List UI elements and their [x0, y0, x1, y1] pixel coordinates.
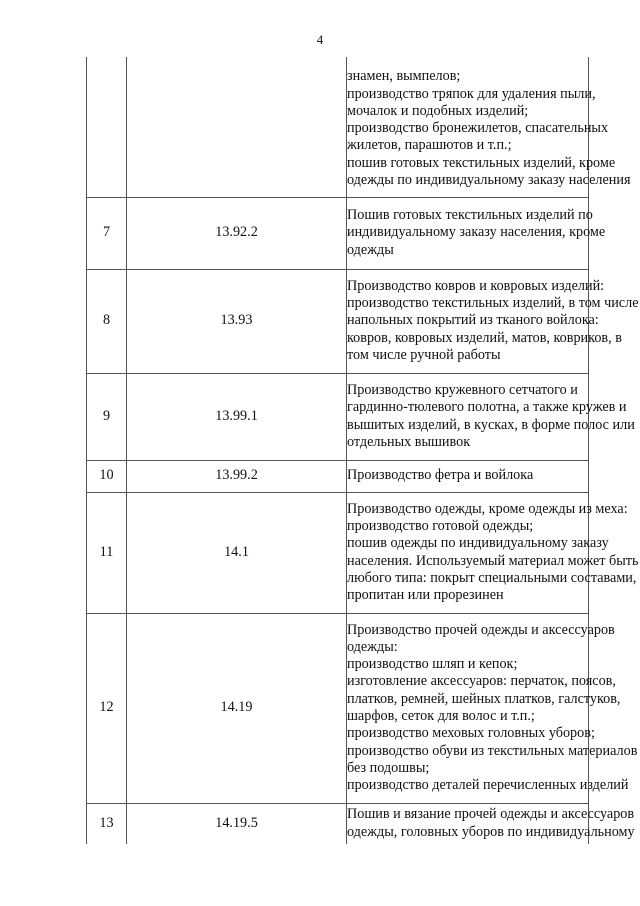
- table-row: [87, 57, 589, 197]
- description-line: производство меховых головных уборов;: [347, 725, 595, 742]
- description-line: производство тряпок для удаления пыли,: [347, 85, 596, 102]
- description-line: индивидуальному заказу населения, кроме: [347, 224, 606, 241]
- row-number: 12: [87, 613, 127, 803]
- row-number: 9: [87, 373, 127, 460]
- page-number: 4: [316, 32, 324, 47]
- row-number: [87, 57, 127, 197]
- description-line: производство деталей перечисленных изделий: [347, 777, 629, 794]
- description-line: мочалок и подобных изделий;: [347, 102, 529, 119]
- description-line: жилетов, парашютов и т.п.;: [347, 137, 512, 154]
- description-line: шарфов, сеток для волос и т.п.;: [347, 708, 535, 724]
- description-line: производство обуви из текстильных материалов: [347, 742, 638, 759]
- okved-code: 14.19: [127, 613, 347, 803]
- description-line: Производство прочей одежды и аксессуаров: [347, 621, 615, 638]
- activity-description: [347, 373, 635, 460]
- description-line: пропитан или прорезинен: [347, 587, 504, 604]
- description-line: без подошвы;: [347, 759, 430, 776]
- activity-description: [347, 460, 589, 492]
- activity-description: [347, 492, 639, 613]
- okved-code: 13.99.1: [127, 373, 347, 460]
- description-line: Производство ковров и ковровых изделий:: [347, 277, 605, 294]
- okved-code: [127, 57, 347, 197]
- activity-description: [347, 803, 635, 844]
- table-row: [87, 613, 589, 803]
- description-line: пошив одежды по индивидуальному заказу: [347, 535, 609, 552]
- description-line: отдельных вышивок: [347, 433, 471, 450]
- row-number: 13: [87, 803, 127, 844]
- row-number: 10: [87, 460, 127, 492]
- description-line: производство текстильных изделий, в том числе: [347, 295, 639, 312]
- description-line: одежды, головных уборов по индивидуальному: [347, 823, 635, 840]
- table-row: [87, 269, 589, 373]
- description-line: Производство фетра и войлока: [347, 467, 534, 484]
- description-line: производство бронежилетов, спасательных: [347, 120, 609, 137]
- description-line: одежды по индивидуальному заказу населения: [347, 171, 631, 188]
- table-row: [87, 803, 589, 844]
- description-line: любого типа: покрыт специальными составами,: [347, 569, 637, 586]
- activity-description: [347, 197, 606, 269]
- activity-description: [347, 57, 631, 197]
- okved-code: 13.92.2: [127, 197, 347, 269]
- description-line: ковров, ковровых изделий, матов, ковриков, в: [347, 329, 622, 346]
- description-line: производство готовой одежды;: [347, 517, 534, 534]
- description-line: том числе ручной работы: [347, 346, 501, 363]
- row-number: 11: [87, 492, 127, 613]
- description-line: одежды: [347, 241, 394, 258]
- table-row: [87, 373, 589, 460]
- okved-code: 13.99.2: [127, 460, 347, 492]
- row-number: 8: [87, 269, 127, 373]
- activity-description: [347, 269, 639, 373]
- table-row: [87, 460, 589, 492]
- description-line: вышитых изделий, в кусках, в форме полос или: [347, 416, 635, 433]
- okved-code: 13.93: [127, 269, 347, 373]
- okved-code: 14.19.5: [127, 803, 347, 844]
- description-line: производство шляп и кепок;: [347, 656, 518, 673]
- description-line: изготовление аксессуаров: перчаток, поясов,: [347, 673, 616, 690]
- description-line: знамен, вымпелов;: [347, 68, 461, 85]
- activity-codes-table: [86, 57, 639, 844]
- description-line: напольных покрытий из тканого войлока:: [347, 312, 599, 329]
- description-line: Производство кружевного сетчатого и: [347, 381, 578, 398]
- activity-description: [347, 613, 638, 803]
- okved-code: 14.1: [127, 492, 347, 613]
- table-row: [87, 492, 589, 613]
- description-line: одежды:: [347, 638, 398, 655]
- description-line: Пошив и вязание прочей одежды и аксессуаров: [347, 806, 635, 823]
- description-line: Пошив готовых текстильных изделий по: [347, 207, 593, 224]
- table-row: [87, 197, 589, 269]
- row-number: 7: [87, 197, 127, 269]
- description-line: населения. Используемый материал может быть: [347, 552, 639, 569]
- description-line: пошив готовых текстильных изделий, кроме: [347, 154, 616, 171]
- description-line: гардинно-тюлевого полотна, а также кружев и: [347, 399, 627, 416]
- description-line: Производство одежды, кроме одежды из меха:: [347, 500, 628, 517]
- description-line: платков, ремней, шейных платков, галстуков,: [347, 690, 621, 707]
